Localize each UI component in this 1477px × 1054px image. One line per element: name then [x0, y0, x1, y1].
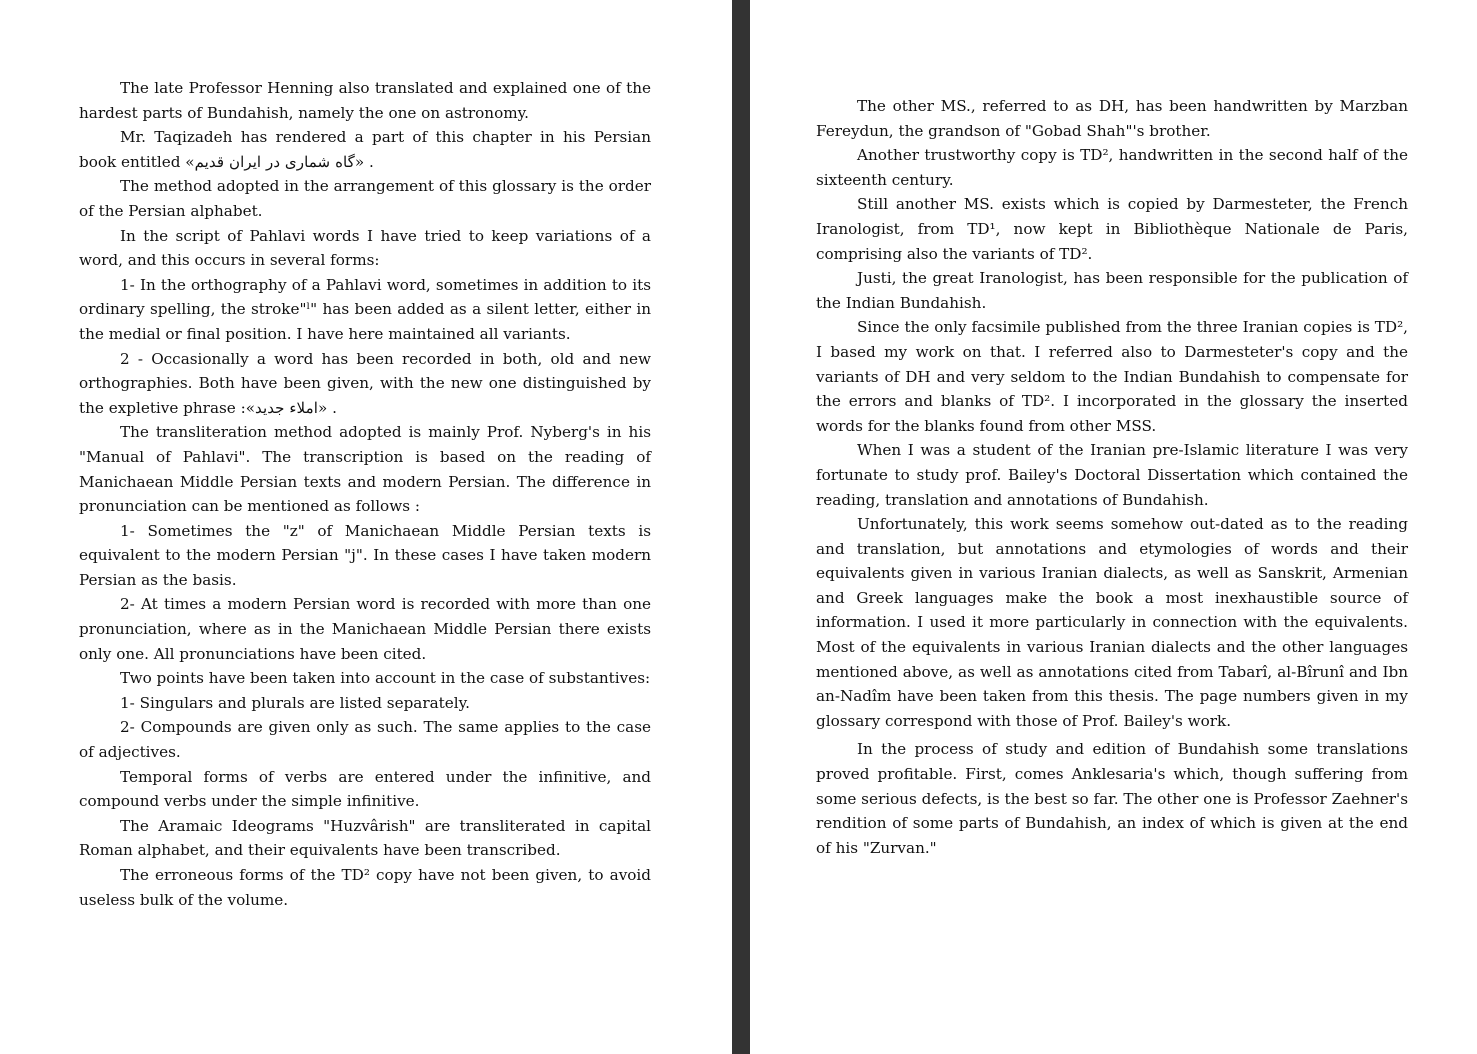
paragraph: Justi, the great Iranologist, has been responsible for the publication of the Indian Bundahish. [816, 269, 1408, 312]
paragraph: The Aramaic Ideograms "Huzvârish" are transliterated in capital Roman alphabet, and their equivalents have been transcribed. [79, 816, 651, 860]
paragraph: 1- Singulars and plurals are listed separately. [120, 693, 470, 712]
paragraph: The late Professor Henning also translated and explained one of the hardest parts of Bundahish, namely the one on astronomy. [79, 79, 651, 122]
paragraph: When I was a student of the Iranian pre-Islamic literature I was very fortunate to study prof. Bailey's Doctoral Dissertation which contained the reading, translation and annotations of Bundahish. [816, 441, 1408, 509]
paragraph: 1- In the orthography of a Pahlavi word, sometimes in addition to its ordinary spelling, the stroke"ˡ" has been added as a silent letter, either in the medial or final position. I have here maintained all variants. [79, 275, 651, 343]
paragraph: Two points have been taken into account in the case of substantives: [120, 669, 651, 688]
paragraph: The transliteration method adopted is mainly Prof. Nyberg's in his "Manual of Pahlavi". The transcription is based on the reading of Manichaean Middle Persian texts and modern Persian. The difference in pronunciation can be mentioned as follows : [79, 423, 651, 516]
paragraph: Still another MS. exists which is copied by Darmesteter, the French Iranologist, from TD¹, now kept in Bibliothèque Nationale de Paris, comprising also the variants of TD². [816, 195, 1408, 263]
paragraph: 2 - Occasionally a word has been recorded in both, old and new orthographies. Both have been given, with the new one distinguished by the expletive phrase :«املاء جدید» . [79, 349, 651, 417]
right-page-text [816, 94, 1408, 860]
right-page [750, 0, 1477, 1054]
paragraph: The other MS., referred to as DH, has been handwritten by Marzban Fereydun, the grandson of "Gobad Shah"'s brother. [816, 97, 1408, 140]
paragraph: Another trustworthy copy is TD², handwritten in the second half of the sixteenth century. [816, 146, 1408, 189]
left-page [0, 0, 732, 1054]
paragraph: 2- Compounds are given only as such. The same applies to the case of adjectives. [79, 718, 651, 762]
paragraph: Since the only facsimile published from the three Iranian copies is TD², I based my work on that. I referred also to Darmesteter's copy and the variants of DH and very seldom to the Indian Bundahish to compensate for the errors and blanks of TD². I incorporated in the glossary the inserted words for the blanks found from other MSS. [816, 318, 1408, 435]
paragraph: In the process of study and edition of Bundahish some translations proved profitable. First, comes Anklesaria's which, though suffering from some serious defects, is the best so far. The other one is Professor Zaehner's rendition of some parts of Bundahish, an index of which is given at the end of his "Zurvan." [816, 740, 1408, 857]
book-gutter [732, 0, 750, 1054]
paragraph: Unfortunately, this work seems somehow out-dated as to the reading and translation, but annotations and etymologies of words and their equivalents given in various Iranian dialects, as well as Sanskrit, Armenian and Greek languages make the book a most inexhaustible source of information. I used it more particularly in connection with the equivalents. Most of the equivalents in various Iranian dialects and the other languages mentioned above, as well as annotations cited from Tabarî, al-Bîrunî and Ibn an-Nadîm have been taken from this thesis. The page numbers given in my glossary correspond with those of Prof. Bailey's work. [816, 515, 1408, 730]
paragraph: 1- Sometimes the "z" of Manichaean Middle Persian texts is equivalent to the modern Persian "j". In these cases I have taken modern Persian as the basis. [79, 521, 651, 589]
paragraph: 2- At times a modern Persian word is recorded with more than one pronunciation, where as in the Manichaean Middle Persian there exists only one. All pronunciations have been cited. [79, 595, 651, 663]
paragraph: In the script of Pahlavi words I have tried to keep variations of a word, and this occurs in several forms: [79, 226, 651, 270]
paragraph: Mr. Taqizadeh has rendered a part of this chapter in his Persian book entitled «گاه شماری در ایران قدیم» . [79, 128, 651, 171]
paragraph: The erroneous forms of the TD² copy have not been given, to avoid useless bulk of the volume. [79, 866, 651, 909]
paragraph: The method adopted in the arrangement of this glossary is the order of the Persian alphabet. [79, 177, 651, 220]
paragraph: Temporal forms of verbs are entered under the infinitive, and compound verbs under the simple infinitive. [79, 767, 651, 811]
left-page-text [79, 76, 651, 912]
